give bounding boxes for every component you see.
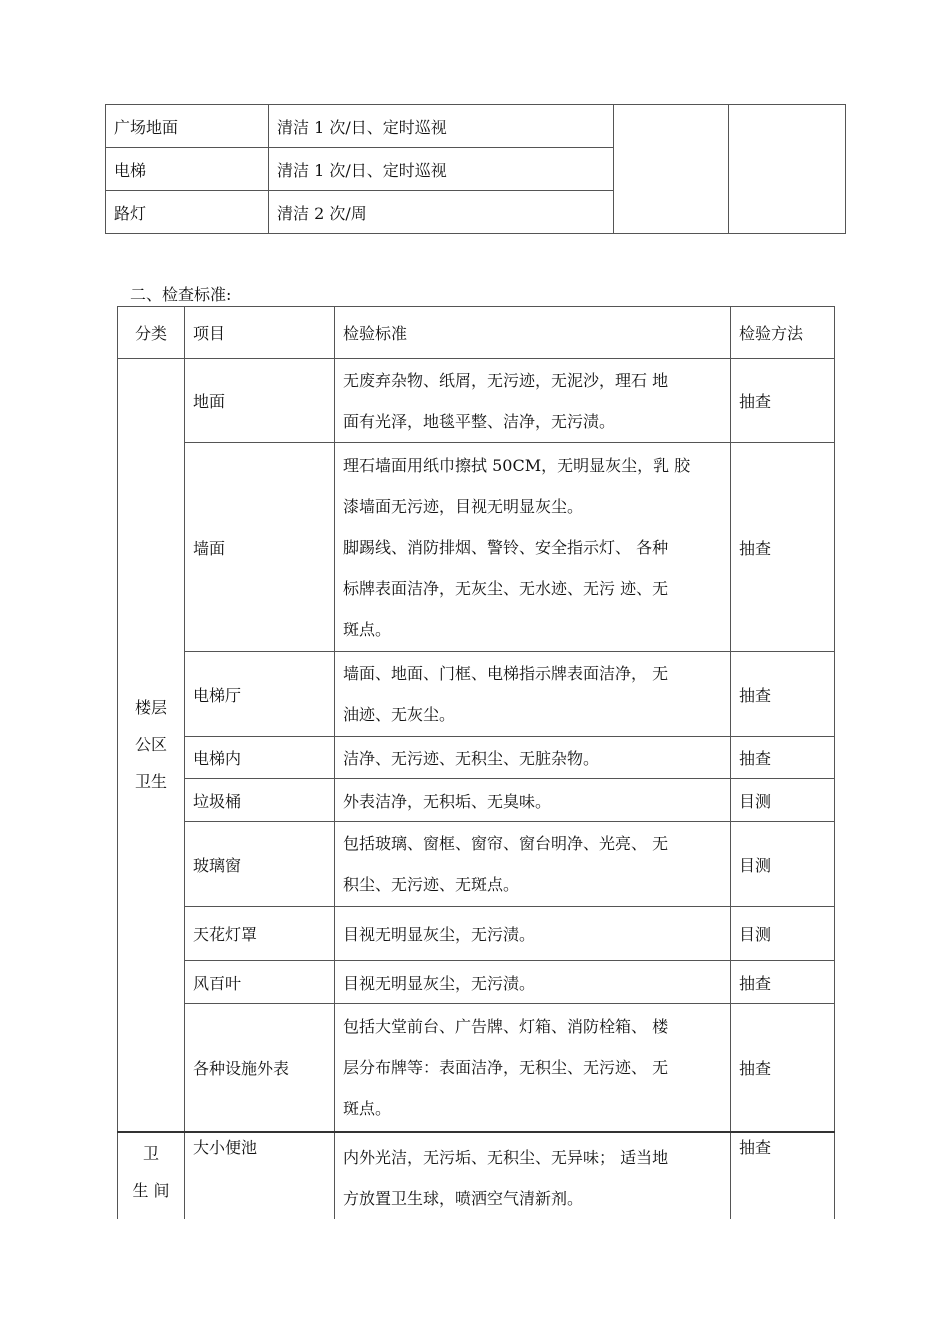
standard-line: 层分布牌等：表面洁净，无积尘、无污迹、 无 — [343, 1057, 669, 1077]
item-cell: 垃圾桶 — [185, 779, 335, 822]
empty-cell — [729, 105, 846, 234]
standard-line: 斑点。 — [343, 1098, 392, 1118]
header-standard: 检验标准 — [335, 307, 731, 359]
header-item: 项目 — [185, 307, 335, 359]
standard-line: 理石墙面用纸巾擦拭 50CM，无明显灰尘，乳 胶 — [343, 455, 691, 475]
standard-line: 积尘、无污迹、无斑点。 — [343, 875, 520, 894]
standard-cell — [335, 359, 731, 443]
method-cell: 目测 — [731, 779, 835, 822]
category-line: 卫生 — [134, 772, 167, 792]
standard-line: 脚踢线、消防排烟、警铃、安全指示灯、 各种 — [343, 537, 669, 557]
item-cell: 各种设施外表 — [185, 1004, 335, 1132]
method-cell: 目测 — [731, 907, 835, 961]
table-row — [118, 779, 835, 822]
standard-line: 洁净、无污迹、无积尘、无脏杂物。 — [343, 749, 600, 768]
table-row — [118, 359, 835, 443]
table-row — [118, 961, 835, 1004]
standard-line: 外表洁净，无积垢、无臭味。 — [343, 791, 552, 811]
area-cell: 电梯 — [106, 148, 269, 191]
standard-line: 斑点。 — [343, 619, 392, 639]
category-cell — [118, 1132, 185, 1219]
item-cell: 电梯厅 — [185, 652, 335, 737]
standard-cell — [335, 822, 731, 907]
area-cell: 路灯 — [106, 191, 269, 234]
method-cell: 目测 — [731, 822, 835, 907]
method-cell: 抽查 — [731, 359, 835, 443]
header-method: 检验方法 — [731, 307, 835, 359]
frequency-cell: 清洁 1 次/日、定时巡视 — [269, 105, 614, 148]
table-row — [118, 737, 835, 779]
table-header-row — [118, 307, 835, 359]
standard-line: 包括玻璃、窗框、窗帘、窗台明净、光亮、 无 — [343, 834, 669, 853]
category-line: 卫 — [142, 1143, 159, 1163]
category-line: 楼层 — [134, 698, 167, 718]
item-cell: 墙面 — [185, 443, 335, 652]
area-cell: 广场地面 — [106, 105, 269, 148]
standard-cell — [335, 961, 731, 1004]
category-cell — [118, 359, 185, 1132]
section-heading: 二、检查标准: — [130, 285, 232, 304]
item-cell: 大小便池 — [185, 1132, 335, 1219]
standard-cell — [335, 443, 731, 652]
item-cell: 电梯内 — [185, 737, 335, 779]
method-cell: 抽查 — [731, 443, 835, 652]
table-row — [118, 907, 835, 961]
standard-line: 内外光洁，无污垢、无积尘、无异味； 适当地 — [343, 1147, 669, 1167]
standard-cell — [335, 1132, 731, 1219]
frequency-cell: 清洁 2 次/周 — [269, 191, 614, 234]
method-cell: 抽查 — [731, 1132, 835, 1219]
category-line: 生 间 — [132, 1180, 170, 1200]
frequency-cell: 清洁 1 次/日、定时巡视 — [269, 148, 614, 191]
category-line: 公区 — [134, 735, 167, 755]
item-cell: 天花灯罩 — [185, 907, 335, 961]
standard-line: 无废弃杂物、纸屑，无污迹，无泥沙，理石 地 — [343, 370, 669, 390]
item-cell: 地面 — [185, 359, 335, 443]
standard-line: 油迹、无灰尘。 — [343, 705, 456, 724]
standard-cell — [335, 779, 731, 822]
standard-line: 面有光泽，地毯平整、洁净，无污渍。 — [343, 411, 616, 431]
table-row — [118, 822, 835, 907]
table-row — [106, 105, 846, 148]
standard-cell — [335, 737, 731, 779]
standard-line: 标牌表面洁净，无灰尘、无水迹、无污 迹、无 — [343, 578, 669, 598]
method-cell: 抽查 — [731, 961, 835, 1004]
table-row — [118, 443, 835, 652]
standard-line: 目视无明显灰尘，无污渍。 — [343, 925, 536, 944]
table-row — [118, 1004, 835, 1132]
item-cell: 玻璃窗 — [185, 822, 335, 907]
standard-line: 墙面、地面、门框、电梯指示牌表面洁净， 无 — [343, 664, 669, 683]
standard-cell — [335, 652, 731, 737]
header-category: 分类 — [118, 307, 185, 359]
standard-cell — [335, 1004, 731, 1132]
method-cell: 抽查 — [731, 737, 835, 779]
table-row — [118, 1132, 835, 1219]
method-cell: 抽查 — [731, 1004, 835, 1132]
standard-cell — [335, 907, 731, 961]
item-cell: 风百叶 — [185, 961, 335, 1004]
standard-line: 方放置卫生球，喷洒空气清新剂。 — [343, 1188, 584, 1208]
method-cell: 抽查 — [731, 652, 835, 737]
cleaning-frequency-table — [105, 104, 846, 234]
table-row — [118, 652, 835, 737]
standard-line: 目视无明显灰尘，无污渍。 — [343, 973, 536, 993]
inspection-standards-table — [117, 306, 835, 1219]
standard-line: 包括大堂前台、广告牌、灯箱、消防栓箱、 楼 — [343, 1016, 669, 1036]
standard-line: 漆墙面无污迹，目视无明显灰尘。 — [343, 496, 584, 516]
empty-cell — [614, 105, 729, 234]
